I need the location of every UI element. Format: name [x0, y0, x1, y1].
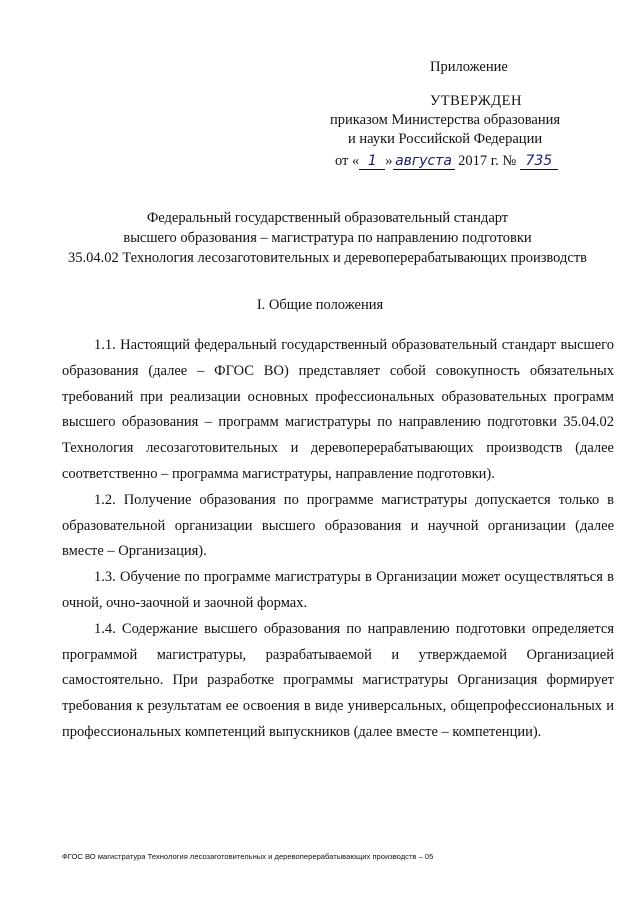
approved-label: УТВЕРЖДЕН	[430, 93, 522, 109]
title-line-1: Федеральный государственный образовательный стандарт	[146, 210, 509, 226]
paragraph-1-4: 1.4. Содержание высшего образования по направлению подготовки определяется программой магистратуры, разрабатываемой и утверждаемой Организацией самостоятельно. При разработке программы магистратуры Организация формирует требования к результатам ее освоения в виде универсальных, общепрофессиональных и профессиональных компетенций выпускников (далее вместе – компетенции).	[62, 620, 614, 740]
standard-title	[30, 208, 625, 268]
handwritten-month: августа	[393, 153, 455, 170]
document-body	[62, 333, 614, 746]
section-heading: I. Общие положения	[256, 297, 384, 313]
order-date-line	[335, 152, 558, 171]
date-year-suffix: 2017 г. №	[458, 153, 517, 169]
order-line-2: и науки Российской Федерации	[348, 131, 543, 147]
page-footer: ФГОС ВО магистратура Технология лесозаготовительных и деревоперерабатывающих производств – 05	[62, 852, 434, 861]
annex-label: Приложение	[430, 59, 508, 75]
title-line-3: 35.04.02 Технология лесозаготовительных и деревоперерабатывающих производств	[67, 250, 588, 266]
paragraph-1-3: 1.3. Обучение по программе магистратуры в Организации может осуществляться в очной, очно-заочной и заочной формах.	[62, 569, 614, 611]
order-line-1: приказом Министерства образования	[330, 112, 561, 128]
title-line-2: высшего образования – магистратура по направлению подготовки	[123, 230, 532, 246]
handwritten-day: 1	[359, 153, 385, 170]
date-day-close: »	[385, 153, 393, 169]
date-prefix: от «	[335, 153, 360, 169]
paragraph-1-2: 1.2. Получение образования по программе магистратуры допускается только в образовательной организации высшего образования и научной организации (далее вместе – Организация).	[62, 491, 614, 560]
handwritten-order-number: 735	[520, 153, 558, 170]
paragraph-1-1: 1.1. Настоящий федеральный государственный образовательный стандарт высшего образования (далее – ФГОС ВО) представляет собой совокупность обязательных требований при реализации основных профессиональных образовательных программ высшего образования – программ магистратуры по направлению подготовки 35.04.02 Технология лесозаготовительных и деревоперерабатывающих производств (далее соответственно – программа магистратуры, направление подготовки).	[62, 337, 614, 482]
